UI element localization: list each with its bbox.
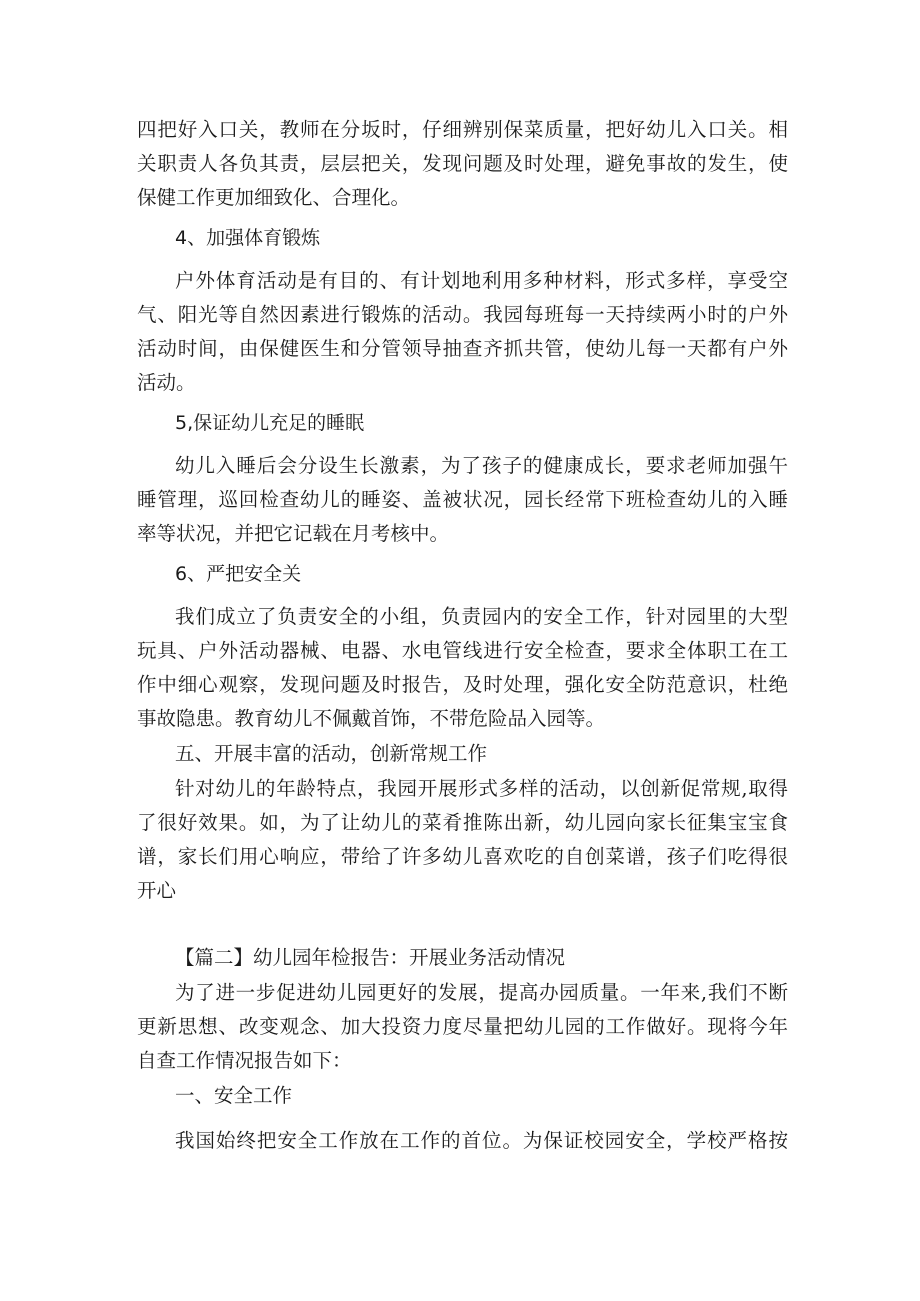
paragraph-line: 针对幼儿的年龄特点，我园开展形式多样的活动，以创新促常规,取得: [175, 777, 788, 800]
paragraph-line: 开心: [137, 879, 177, 902]
paragraph-line: 幼儿入睡后会分设生长激素，为了孩子的健康成长，要求老师加强午: [175, 454, 788, 477]
paragraph-line: 为了进一步促进幼儿园更好的发展，提高办园质量。一年来,我们不断: [175, 981, 788, 1004]
paragraph-line: 更新思想、改变观念、加大投资力度尽量把幼儿园的工作做好。现将今年: [137, 1015, 788, 1038]
paragraph-line: 关职责人各负其责，层层把关，发现问题及时处理，避免事故的发生，使: [137, 152, 788, 175]
article-title: 【篇二】幼儿园年检报告：开展业务活动情况: [175, 946, 566, 969]
paragraph-line: 四把好入口关，教师在分坂时，仔细辨别保菜质量，把好幼儿入口关。相: [137, 118, 788, 141]
paragraph-line: 气、阳光等自然因素进行锻炼的活动。我园每班每一天持续两小时的户外: [137, 303, 788, 326]
section-heading: 五、开展丰富的活动，创新常规工作: [175, 742, 488, 765]
paragraph-line: 作中细心观察，发现问题及时报告，及时处理，强化安全防范意识，杜绝: [137, 673, 788, 696]
paragraph-line: 谱，家长们用心响应，带给了许多幼儿喜欢吃的自创菜谱，孩子们吃得很: [137, 845, 788, 868]
paragraph-line: 活动。: [137, 371, 196, 394]
paragraph-line: 我们成立了负责安全的小组，负责园内的安全工作，针对园里的大型: [175, 605, 788, 628]
paragraph-line: 玩具、户外活动器械、电器、水电管线进行安全检查，要求全体职工在工: [137, 639, 788, 662]
paragraph-line: 事故隐患。教育幼儿不佩戴首饰，不带危险品入园等。: [137, 707, 606, 730]
section-heading: 4、加强体育锻炼: [175, 227, 321, 249]
section-heading: 一、安全工作: [175, 1084, 293, 1107]
paragraph-line: 我国始终把安全工作放在工作的首位。为保证校园安全，学校严格按: [175, 1129, 788, 1152]
paragraph-line: 保健工作更加细致化、合理化。: [137, 186, 411, 209]
paragraph-line: 自查工作情况报告如下：: [137, 1049, 352, 1072]
paragraph-line: 睡管理，巡回检查幼儿的睡姿、盖被状况，园长经常下班检查幼儿的入睡: [137, 488, 788, 511]
section-heading: 5,保证幼儿充足的睡眠: [175, 412, 365, 434]
section-heading: 6、严把安全关: [175, 563, 302, 585]
paragraph-line: 户外体育活动是有目的、有计划地利用多种材料，形式多样，享受空: [175, 269, 788, 292]
paragraph-line: 活动时间，由保健医生和分管领导抽查齐抓共管，使幼儿每一天都有户外: [137, 337, 788, 360]
paragraph-line: 率等状况，并把它记载在月考核中。: [137, 522, 450, 545]
paragraph-line: 了很好效果。如，为了让幼儿的菜肴推陈出新，幼儿园向家长征集宝宝食: [137, 811, 788, 834]
